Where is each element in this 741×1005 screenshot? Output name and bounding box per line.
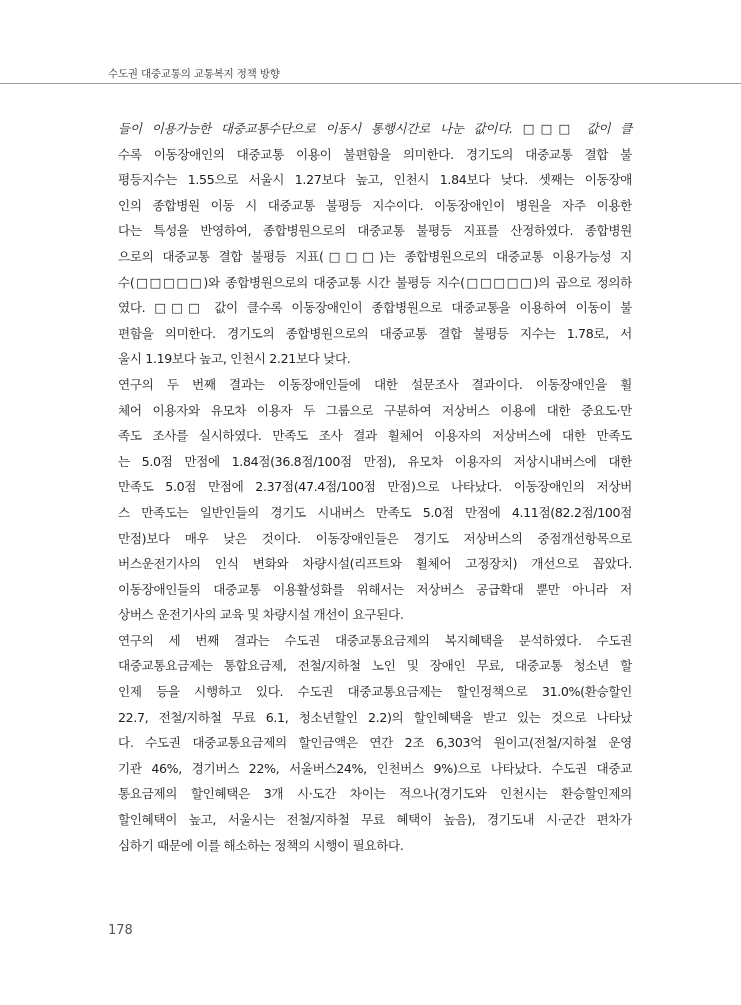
text-line: 스 만족도는 일반인들의 경기도 시내버스 만족도 5.0점 만점에 4.11점(82.2점/100점 (118, 504, 632, 520)
text-line: 버스운전기사의 인식 변화와 차량시설(리프트와 휠체어 고정장치) 개선으로 꼽았다. (118, 556, 632, 572)
text-line: 족도 조사를 실시하였다. 만족도 조사 결과 휠체어 이용자의 저상버스에 대한 만족도 (118, 428, 632, 444)
text-line: 이동장애인들의 대중교통 이용활성화를 위해서는 저상버스 공급확대 뿐만 아니라 저 (118, 581, 632, 597)
body-text (118, 116, 632, 858)
text-line: 통요금제의 할인혜택은 3개 시·도간 차이는 적으나(경기도와 인천시는 환승할인제의 (118, 786, 632, 802)
text-line: 22.7, 전철/지하철 무료 6.1, 청소년할인 2.2)의 할인혜택을 받고 있는 것으로 나타났 (118, 709, 632, 725)
text-line: 만점)보다 매우 낮은 것이다. 이동장애인들은 경기도 저상버스의 중점개선항목으로 (118, 530, 632, 546)
page-number: 178 (108, 923, 133, 938)
text-line: 는 5.0점 만점에 1.84점(36.8점/100점 만점), 유모차 이용자의 저상시내버스에 대한 (118, 453, 632, 469)
text-line: 연구의 세 번째 결과는 수도권 대중교통요금제의 복지혜택을 분석하였다. 수도권 (118, 632, 632, 648)
text-line: 인제 등을 시행하고 있다. 수도권 대중교통요금제는 할인정책으로 31.0%(환승할인 (118, 684, 632, 700)
header-rule (0, 83, 741, 84)
text-line: 만족도 5.0점 만점에 2.37점(47.4점/100점 만점)으로 나타났다. 이동장애인의 저상버 (118, 479, 632, 495)
text-line: 심하기 때문에 이를 해소하는 정책의 시행이 필요하다. (118, 837, 404, 853)
text-line: 들이 이용가능한 대중교통수단으로 이동시 통행시간로 나눈 값이다. □□□ 값이 클 (118, 121, 632, 136)
text-line: 상버스 운전기사의 교육 및 차량시설 개선이 요구된다. (118, 607, 404, 623)
text-line: 으로의 대중교통 결합 불평등 지표(□□□)는 종합병원으로의 대중교통 이용가능성 지 (118, 248, 632, 264)
text-line: 연구의 두 번째 결과는 이동장애인들에 대한 설문조사 결과이다. 이동장애인을 휠 (118, 376, 632, 392)
text-line: 인의 종합병원 이동 시 대중교통 불평등 지수이다. 이동장애인이 병원을 자주 이용한 (118, 197, 632, 213)
text-line: 다. 수도권 대중교통요금제의 할인금액은 연간 2조 6,303억 원이고(전철/지하철 운영 (118, 735, 632, 751)
text-line: 체어 이용자와 유모차 이용자 두 그룹으로 구분하여 저상버스 이용에 대한 중요도·만 (118, 402, 632, 418)
text-line: 였다. □□□ 값이 클수록 이동장애인이 종합병원으로 대중교통을 이용하여 이동이 불 (118, 300, 632, 316)
text-line: 다는 특성을 반영하여, 종합병원으로의 대중교통 불평등 지표를 산정하였다. 종합병원 (118, 223, 632, 239)
text-line: 기관 46%, 경기버스 22%, 서울버스24%, 인천버스 9%)으로 나타났다. 수도권 대중교 (118, 760, 632, 776)
text-line: 수록 이동장애인의 대중교통 이용이 불편함을 의미한다. 경기도의 대중교통 결합 불 (118, 146, 632, 162)
text-line: 울시 1.19보다 높고, 인천시 2.21보다 낮다. (118, 351, 351, 367)
text-line: 수(□□□□□)와 종합병원으로의 대중교통 시간 불평등 지수(□□□□□)의 곱으로 정의하 (118, 274, 632, 290)
text-line: 편함을 의미한다. 경기도의 종합병원으로의 대중교통 결합 불평등 지수는 1.78로, 서 (118, 325, 632, 341)
text-line: 대중교통요금제는 통합요금제, 전철/지하철 노인 및 장애인 무료, 대중교통 청소년 할 (118, 658, 632, 674)
text-line: 할인혜택이 높고, 서울시는 전철/지하철 무료 혜택이 높음), 경기도내 시·군간 편차가 (118, 812, 632, 828)
text-line: 평등지수는 1.55으로 서울시 1.27보다 높고, 인천시 1.84보다 낮다. 셋째는 이동장애 (118, 172, 632, 188)
running-header: 수도권 대중교통의 교통복지 정책 방향 (108, 68, 280, 80)
